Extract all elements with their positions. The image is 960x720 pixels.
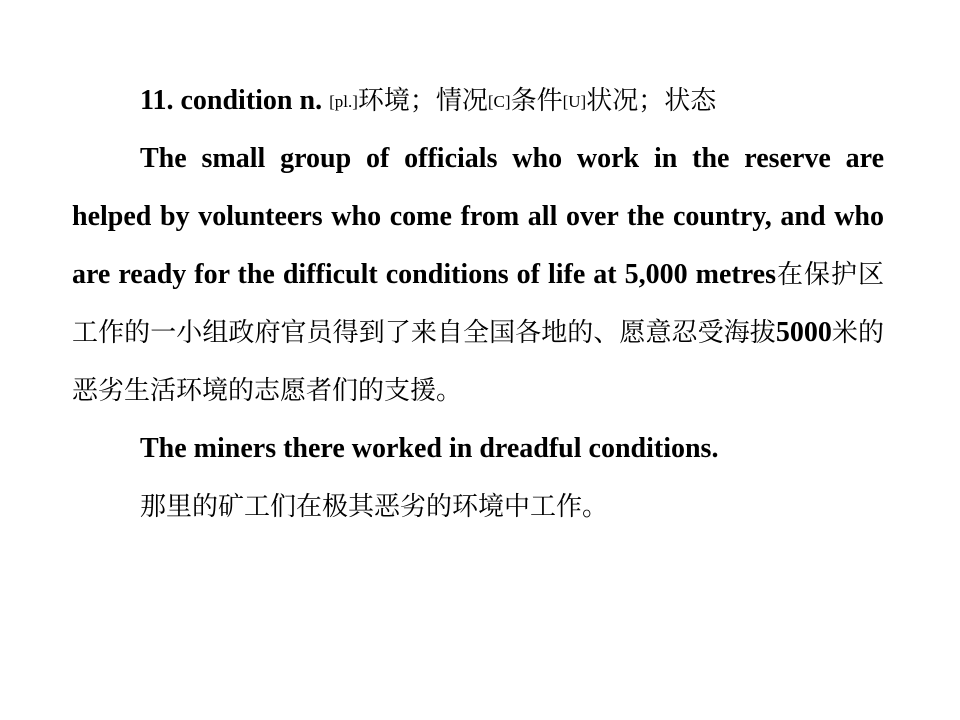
entry-number: 11. — [140, 85, 174, 116]
entry-heading — [72, 72, 884, 130]
tag-plural: [pl.] — [329, 92, 358, 111]
example-1-chinese-number: 5000 — [775, 317, 832, 348]
tag-uncountable: [U] — [562, 92, 587, 111]
example-1-english: The small group of officials who work in the reserve are helped by volunteers who come from all over the country, and who are ready for the difficult conditions of life at 5,000 metres — [72, 143, 884, 290]
example-1-paragraph — [72, 130, 884, 420]
example-1-chinese-part2: 米的恶劣生活环境的志愿者们的支援。 — [72, 318, 884, 406]
definition-countable: 条件 — [510, 86, 563, 116]
example-2-chinese: 那里的矿工们在极其恶劣的环境中工作。 — [140, 492, 609, 522]
tag-countable: [C] — [487, 92, 511, 111]
entry-word: condition n. — [180, 85, 323, 116]
slide-content — [72, 72, 884, 536]
definition-plural: 环境；情况 — [357, 86, 488, 116]
example-1-chinese-part1: 在保护区工作的一小组政府官员得到了来自全国各地的、愿意忍受海拔 — [72, 260, 884, 348]
definition-uncountable: 状况；状态 — [586, 86, 717, 116]
example-2-english: The miners there worked in dreadful conditions. — [140, 433, 719, 464]
